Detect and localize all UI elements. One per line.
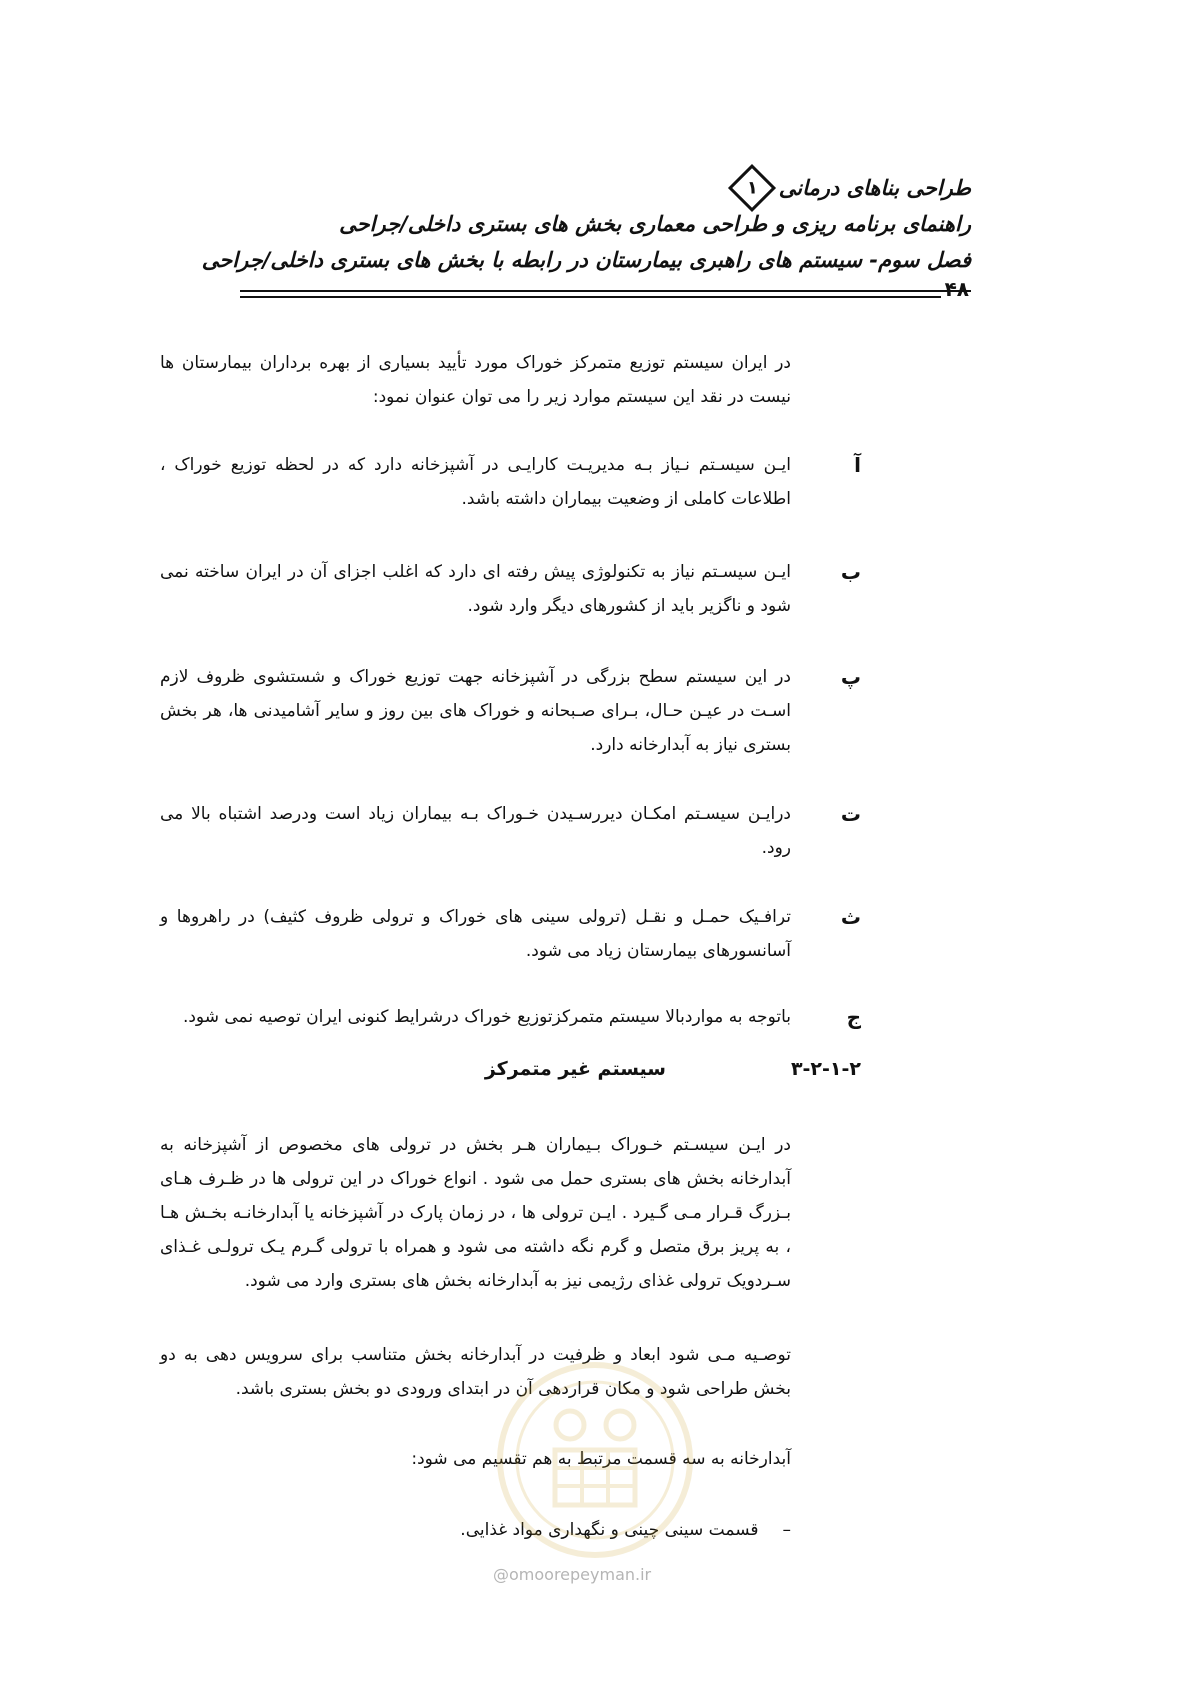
bullet-dash: – <box>782 1520 791 1540</box>
section-heading <box>160 1058 861 1080</box>
volume-number: ۱ <box>746 177 758 198</box>
section-number: ۳-۲-۱-۲ <box>790 1058 861 1080</box>
item-marker: ب <box>840 560 861 584</box>
item-text: درایـن سیسـتم امکـان دیررسـیدن خـوراک بـه بیماران زیاد است ودرصد اشتباه بالا می رود. <box>160 804 791 858</box>
bullet-item <box>160 1520 791 1540</box>
item-marker: پ <box>840 665 861 689</box>
list-item <box>160 555 861 623</box>
item-text: ایـن سیسـتم نـیاز بـه مدیریـت کارایـی در آشپزخانه دارد که در لحظه توزیع خوراک ، اطلاعات کاملی از وضعیت بیماران داشته باشد. <box>160 455 791 509</box>
running-header <box>201 170 971 278</box>
item-text: در این سیستم سطح بزرگی در آشپزخانه جهت توزیع خوراک و شستشوی ظروف لازم اسـت در عیـن حـال، بـرای صـبحانه و خوراک های بین روز و سایر آشامیدنی ها، هر بخش بستری نیاز به آبدارخانه دارد. <box>160 667 791 755</box>
item-marker: ث <box>840 905 861 929</box>
section-title: سیستم غیر متمرکز <box>484 1058 666 1080</box>
header-line-1 <box>240 170 971 206</box>
list-item <box>160 900 861 968</box>
header-rule-secondary <box>240 296 941 298</box>
watermark-url: @omoorepeyman.ir <box>493 1565 652 1584</box>
list-item <box>160 448 861 516</box>
list-item <box>160 797 861 865</box>
header-rule <box>240 290 971 292</box>
list-item <box>160 1000 861 1034</box>
watermark-logo-icon <box>495 1360 695 1560</box>
page-number: ۴۸ <box>944 277 969 301</box>
item-text: باتوجه به مواردبالا سیستم متمرکزتوزیع خوراک درشرایط کنونی ایران توصیه نمی شود. <box>182 1007 791 1027</box>
intro-paragraph: در ایران سیستم توزیع متمرکز خوراک مورد تأیید بسیاری از بهره برداران بیمارستان ها نیست در نقد این سیستم موارد زیر را می توان عنوان نمود: <box>160 353 791 407</box>
list-item <box>160 660 861 762</box>
book-title: طراحی بناهای درمانی <box>778 176 971 200</box>
item-marker: ج <box>846 1005 861 1029</box>
item-marker: آ <box>854 453 861 477</box>
body-paragraph: توصـیه مـی شود ابعاد و ظرفیت در آبدارخانه بخش متناسب برای سرویس دهی به دو بخش طراحی شود و مکان قراردهی آن در ابتدای ورودی دو بخش بستری باشد. <box>160 1345 791 1399</box>
bullet-text: قسمت سینی چینی و نگهداری مواد غذایی. <box>460 1520 759 1540</box>
item-marker: ت <box>840 802 861 826</box>
body-paragraph: آبدارخانه به سه قسمت مرتبط به هم تقسیم می شود: <box>411 1449 791 1469</box>
header-line-2: راهنمای برنامه ریزی و طراحی معماری بخش های بستری داخلی/جراحی <box>339 212 971 236</box>
body-paragraph: در ایـن سیسـتم خـوراک بـیماران هـر بخش در ترولی های مخصوص از آشپزخانه به آبدارخانه بخش های بستری حمل می شود . انواع خوراک در این ترولی ها در ظـرف هـای بـزرگ قـرار مـی گـیرد . ایـن ترولی ها ، در زمان پارک در آشپزخانه یا آبدارخانـه بخـش هـا ، به پریز برق متصل و گرم نگه داشته می شود و همراه با ترولی گـرم یـک ترولـی غـذای سـردویک ترولی غذای رژیمی نیز به آبدارخانه بخش های بستری وارد می شود. <box>160 1135 791 1291</box>
header-line-3: فصل سوم- سیستم های راهبری بیمارستان در رابطه با بخش های بستری داخلی/جراحی <box>201 248 971 272</box>
volume-badge <box>728 164 776 212</box>
item-text: ترافـیک حمـل و نقـل (ترولی سینی های خوراک و ترولی ظروف کثیف) در راهروها و آسانسورهای بیمارستان زیاد می شود. <box>160 907 791 961</box>
item-text: ایـن سیسـتم نیاز به تکنولوژی پیش رفته ای دارد که اغلب اجزای آن در ایران ساخته نمی شود و ناگزیر باید از کشورهای دیگر وارد شود. <box>160 562 791 616</box>
